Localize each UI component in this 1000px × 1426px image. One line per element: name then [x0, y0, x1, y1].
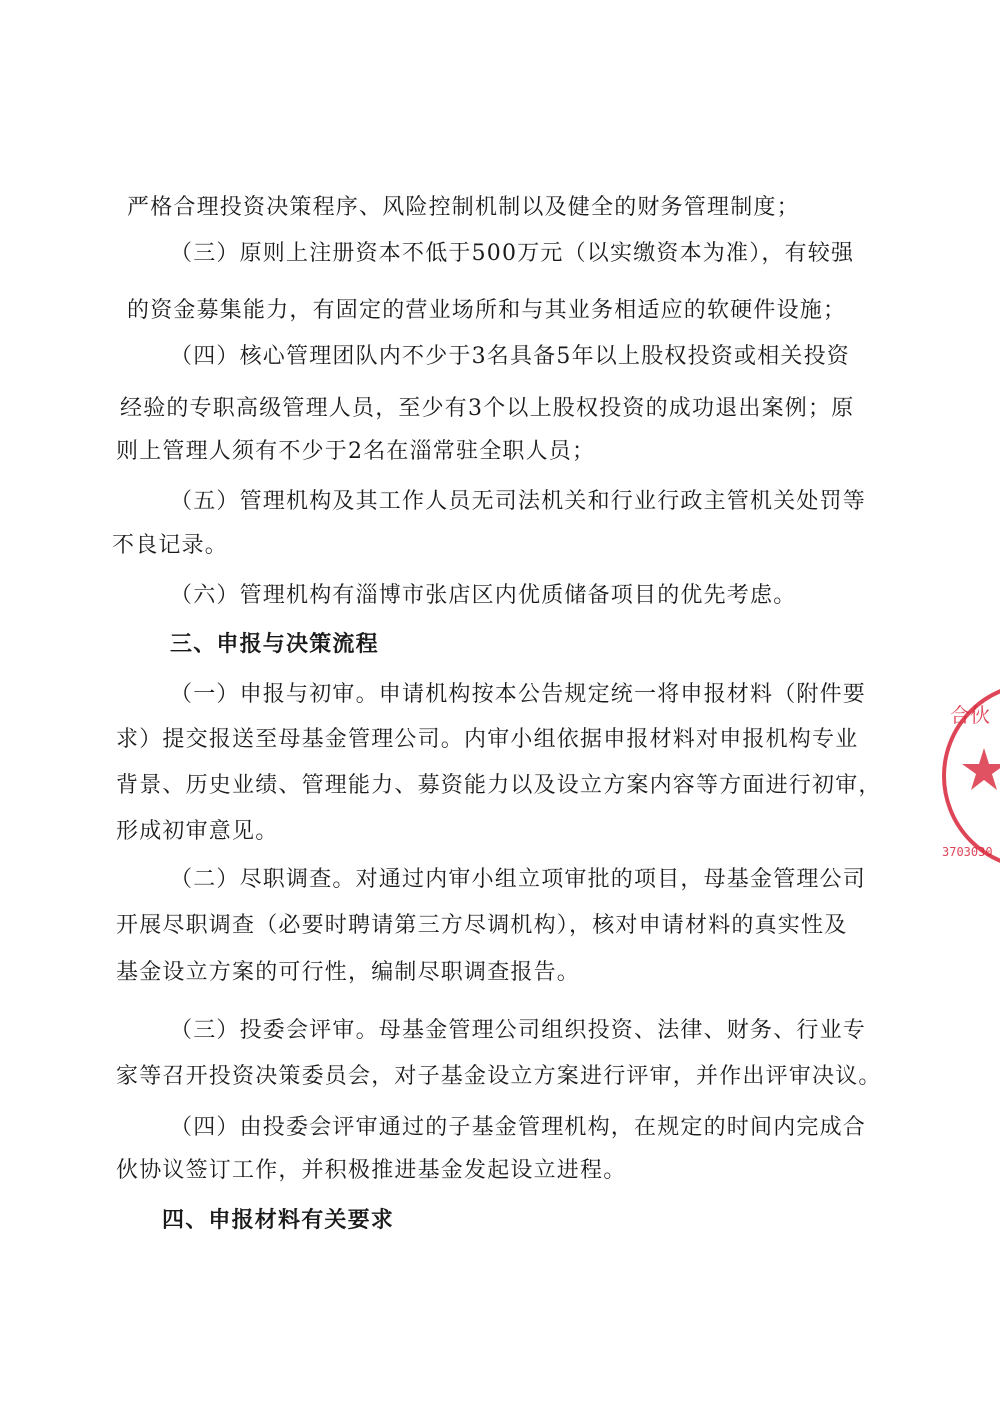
text-line: （四）由投委会评审通过的子基金管理机构，在规定的时间内完成合 [170, 1115, 867, 1140]
text-line: 不良记录。 [112, 533, 229, 558]
seal-text-top: 合伙 [950, 703, 990, 727]
text-line: 背景、历史业绩、管理能力、募资能力以及设立方案内容等方面进行初审， [116, 773, 882, 798]
seal-icon [938, 676, 1000, 886]
text-line: 家等召开投资决策委员会，对子基金设立方案进行评审，并作出评审决议。 [116, 1064, 882, 1089]
text-line: （四）核心管理团队内不少于3名具备5年以上股权投资或相关投资 [170, 344, 850, 369]
text-line: 伙协议签订工作，并积极推进基金发起设立进程。 [116, 1158, 627, 1183]
text-line: 形成初审意见。 [116, 819, 279, 844]
text-line: 经验的专职高级管理人员，至少有3个以上股权投资的成功退出案例；原 [120, 396, 855, 421]
text-line: （五）管理机构及其工作人员无司法机关和行业行政主管机关处罚等 [170, 489, 867, 514]
text-line: （二）尽职调查。对通过内审小组立项审批的项目，母基金管理公司 [170, 867, 867, 892]
section-heading: 三、申报与决策流程 [170, 631, 379, 657]
text-line: 基金设立方案的可行性，编制尽职调查报告。 [116, 960, 581, 985]
official-seal-stamp [938, 676, 1000, 886]
text-line: （三）投委会评审。母基金管理公司组织投资、法律、财务、行业专 [170, 1018, 867, 1043]
text-line: 则上管理人须有不少于2名在淄常驻全职人员； [116, 439, 596, 464]
seal-text-code: 3703030 [942, 845, 993, 859]
text-line: （三）原则上注册资本不低于500万元（以实缴资本为准），有较强 [170, 241, 855, 266]
text-line: （一）申报与初审。申请机构按本公告规定统一将申报材料（附件要 [170, 682, 867, 707]
text-line: 开展尽职调查（必要时聘请第三方尽调机构），核对申请材料的真实性及 [116, 913, 848, 938]
text-line: （六）管理机构有淄博市张店区内优质储备项目的优先考虑。 [170, 583, 797, 608]
text-line: 的资金募集能力，有固定的营业场所和与其业务相适应的软硬件设施； [127, 298, 847, 323]
text-line: 求）提交报送至母基金管理公司。内审小组依据申报材料对申报机构专业 [116, 727, 859, 752]
section-heading: 四、申报材料有关要求 [162, 1207, 395, 1233]
text-line: 严格合理投资决策程序、风险控制机制以及健全的财务管理制度； [127, 195, 800, 220]
